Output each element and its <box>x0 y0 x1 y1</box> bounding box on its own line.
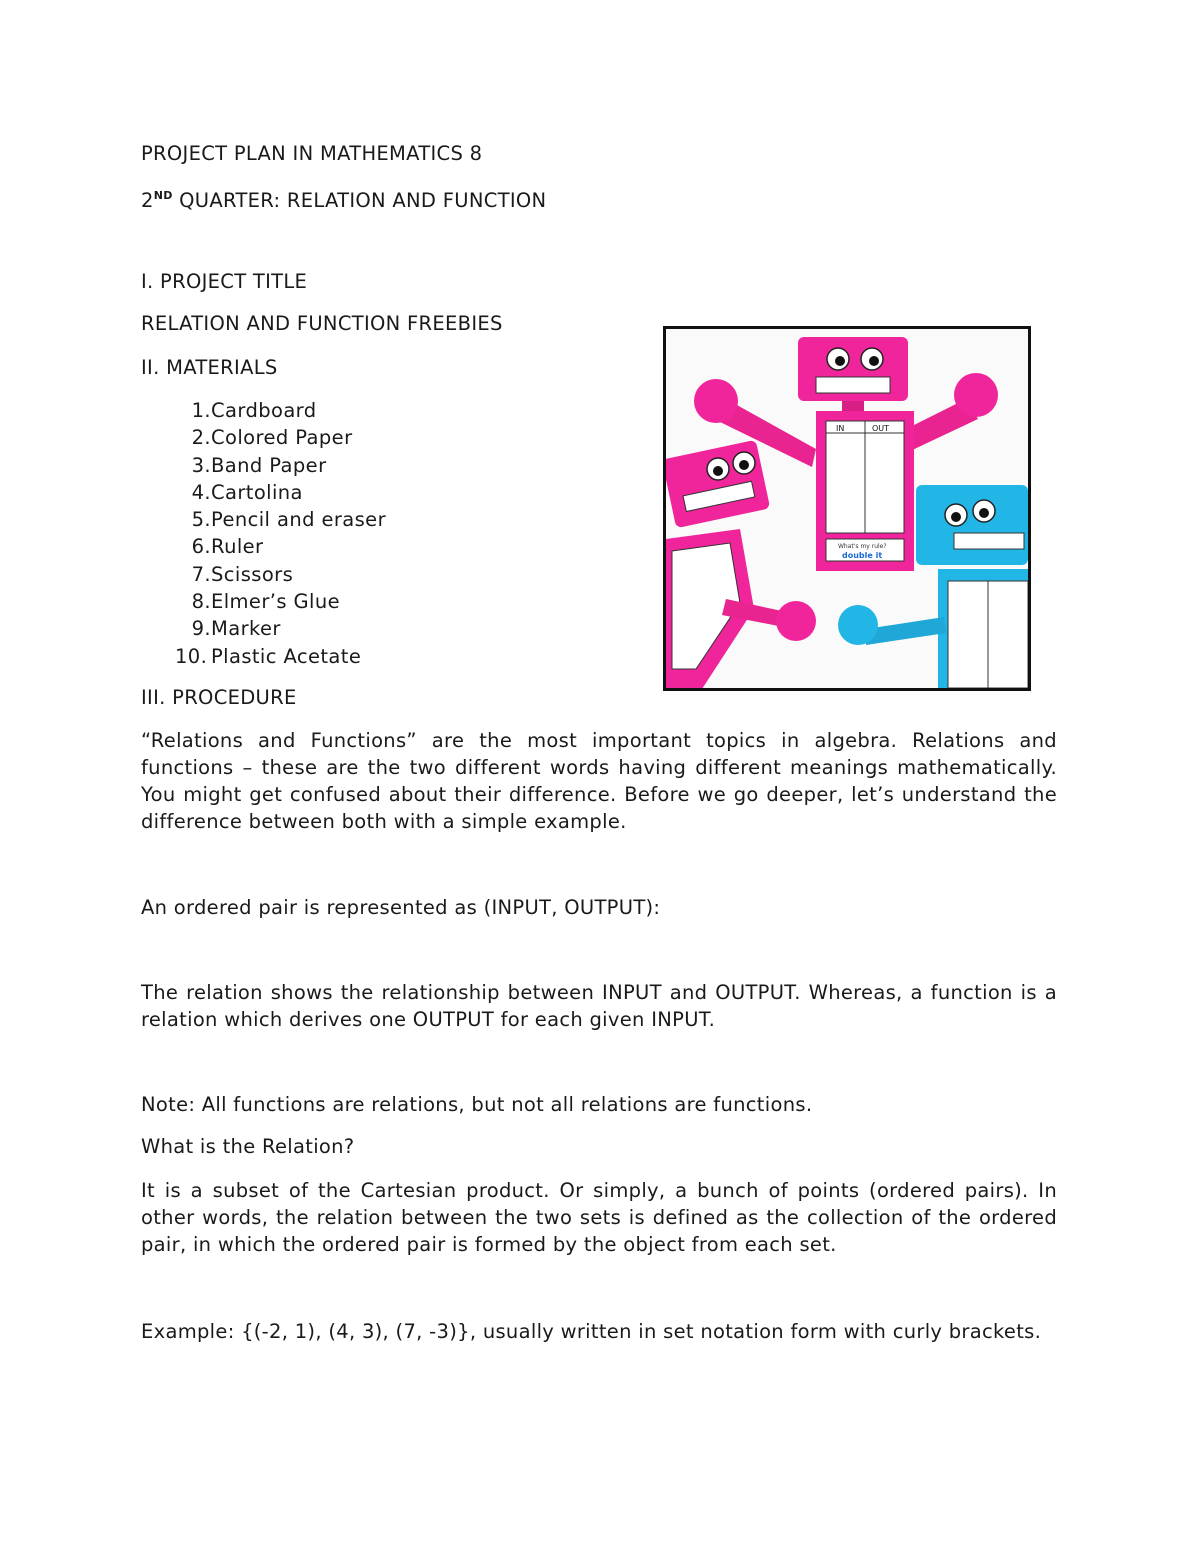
table-header-out: OUT <box>872 424 890 433</box>
quarter-topic: QUARTER: RELATION AND FUNCTION <box>172 189 547 212</box>
section-materials-heading: II. MATERIALS <box>141 356 278 379</box>
robot-craft-photo <box>663 326 1031 691</box>
list-item: 3.Band Paper <box>191 453 327 477</box>
procedure-paragraph-3: The relation shows the relationship between INPUT and OUTPUT. Whereas, a function is a relation which derives one OUTPUT for each given INPUT. <box>141 981 1057 1031</box>
relation-definition: It is a subset of the Cartesian product. Or simply, a bunch of points (ordered pairs). In other words, the relation between the two sets is defined as the collection of the ordered pair, in which the ordered pair is formed by the object from each set. <box>141 1179 1057 1256</box>
rule-answer: double it <box>842 551 883 560</box>
materials-list <box>141 397 386 670</box>
relation-example: Example: {(-2, 1), (4, 3), (7, -3)}, usually written in set notation form with curly brackets. <box>141 1320 1042 1343</box>
list-item: 2.Colored Paper <box>191 426 353 450</box>
list-item: 4.Cartolina <box>191 480 303 504</box>
list-item: 5.Pencil and eraser <box>191 508 386 532</box>
table-header-in: IN <box>836 424 845 433</box>
list-item: 9.Marker <box>191 617 281 641</box>
procedure-paragraph-1: “Relations and Functions” are the most important topics in algebra. Relations and functions – these are the two different words having different meanings mathematically. You might get confused about their difference. Before we go deeper, let’s understand the difference between both with a simple example. <box>141 729 1057 833</box>
list-item: 1.Cardboard <box>191 399 317 422</box>
list-item: 7.Scissors <box>191 562 294 586</box>
document-title: PROJECT PLAN IN MATHEMATICS 8 <box>141 142 483 165</box>
quarter-heading <box>141 184 546 213</box>
list-item: 10. Plastic Acetate <box>175 644 362 668</box>
procedure-note: Note: All functions are relations, but not all relations are functions. <box>141 1093 813 1116</box>
procedure-paragraph-2: An ordered pair is represented as (INPUT, OUTPUT): <box>141 896 661 919</box>
section-procedure-heading: III. PROCEDURE <box>141 686 297 709</box>
relation-question: What is the Relation? <box>141 1135 355 1158</box>
list-item: 6.Ruler <box>191 535 264 559</box>
quarter-ordinal: ND <box>153 189 173 202</box>
list-item: 8.Elmer’s Glue <box>191 590 340 614</box>
quarter-number: 2 <box>141 189 154 212</box>
project-title: RELATION AND FUNCTION FREEBIES <box>141 312 503 335</box>
section-project-title-heading: I. PROJECT TITLE <box>141 270 308 293</box>
rule-question: What's my rule? <box>838 543 887 550</box>
